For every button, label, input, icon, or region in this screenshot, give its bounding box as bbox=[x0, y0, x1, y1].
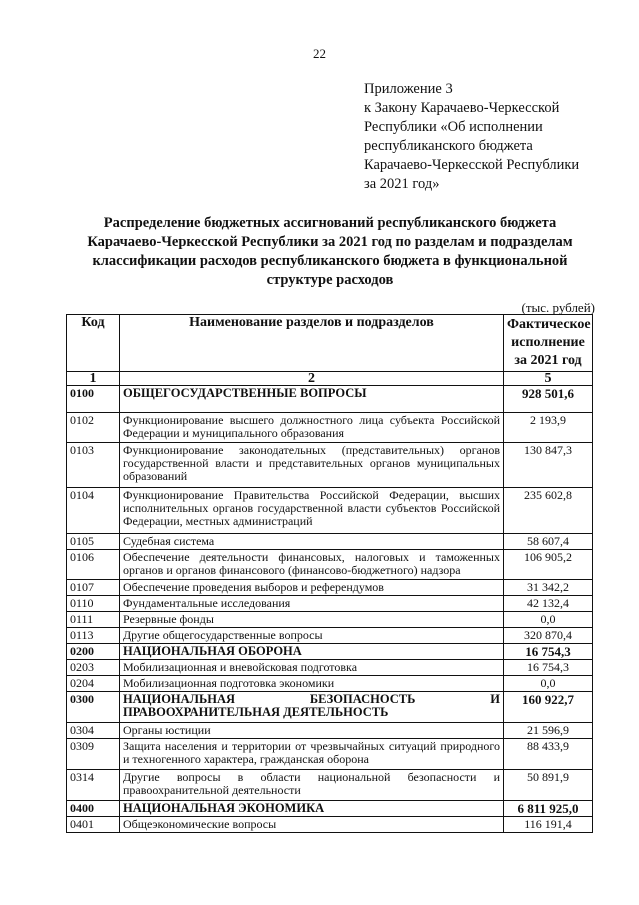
header-value-line: исполнение bbox=[511, 335, 585, 350]
table-row bbox=[67, 817, 593, 833]
title-line: Карачаево-Черкесской Республики за 2021 год по разделам и подразделам bbox=[87, 234, 573, 250]
row-name: Защита населения и территории от чрезвычайных ситуаций природного и техногенного характера, гражданская оборона bbox=[120, 739, 504, 770]
table-row bbox=[67, 628, 593, 644]
header-value bbox=[504, 315, 593, 372]
table-row bbox=[67, 612, 593, 628]
table-row bbox=[67, 770, 593, 801]
row-code: 0103 bbox=[67, 443, 120, 488]
column-number-row bbox=[67, 372, 593, 386]
header-value-line: Фактическое bbox=[507, 317, 591, 332]
row-value: 88 433,9 bbox=[504, 739, 593, 770]
row-code: 0300 bbox=[67, 692, 120, 723]
column-number: 2 bbox=[120, 372, 504, 386]
table-row bbox=[67, 413, 593, 443]
row-name: Функционирование Правительства Российской Федерации, высших исполнительных органов государственной власти субъектов Российской Федерации, местных администраций bbox=[120, 488, 504, 534]
row-value: 235 602,8 bbox=[504, 488, 593, 534]
row-code: 0100 bbox=[67, 386, 120, 413]
appendix-line: за 2021 год» bbox=[364, 176, 440, 192]
row-name: Обеспечение проведения выборов и референдумов bbox=[120, 580, 504, 596]
row-code: 0110 bbox=[67, 596, 120, 612]
row-name: Мобилизационная подготовка экономики bbox=[120, 676, 504, 692]
row-value: 928 501,6 bbox=[504, 386, 593, 413]
row-code: 0200 bbox=[67, 644, 120, 660]
table-row bbox=[67, 739, 593, 770]
title-line: классификации расходов республиканского бюджета в функциональной bbox=[92, 253, 568, 269]
header-code: Код bbox=[67, 315, 120, 372]
row-name: Резервные фонды bbox=[120, 612, 504, 628]
row-name: Другие вопросы в области национальной безопасности и правоохранительной деятельности bbox=[120, 770, 504, 801]
row-value: 106 905,2 bbox=[504, 550, 593, 580]
row-value: 160 922,7 bbox=[504, 692, 593, 723]
table-row bbox=[67, 386, 593, 413]
row-name: Функционирование высшего должностного лица субъекта Российской Федерации и муниципального образования bbox=[120, 413, 504, 443]
row-name-line: НАЦИОНАЛЬНАЯ БЕЗОПАСНОСТЬ И bbox=[123, 692, 500, 706]
appendix-line: республиканского бюджета bbox=[364, 138, 533, 154]
row-name: ОБЩЕГОСУДАРСТВЕННЫЕ ВОПРОСЫ bbox=[120, 386, 504, 413]
row-value: 130 847,3 bbox=[504, 443, 593, 488]
row-name-line: ПРАВООХРАНИТЕЛЬНАЯ ДЕЯТЕЛЬНОСТЬ bbox=[123, 705, 389, 719]
header-value-line: за 2021 год bbox=[514, 353, 582, 368]
appendix-line: Республики «Об исполнении bbox=[364, 119, 543, 135]
row-value: 2 193,9 bbox=[504, 413, 593, 443]
row-code: 0309 bbox=[67, 739, 120, 770]
table-row bbox=[67, 580, 593, 596]
table-row bbox=[67, 660, 593, 676]
row-value: 0,0 bbox=[504, 676, 593, 692]
row-code: 0102 bbox=[67, 413, 120, 443]
table-row bbox=[67, 443, 593, 488]
row-value: 58 607,4 bbox=[504, 534, 593, 550]
table-row bbox=[67, 644, 593, 660]
row-value: 320 870,4 bbox=[504, 628, 593, 644]
table-row bbox=[67, 534, 593, 550]
row-code: 0113 bbox=[67, 628, 120, 644]
units-label: (тыс. рублей) bbox=[521, 300, 595, 315]
row-value: 31 342,2 bbox=[504, 580, 593, 596]
row-code: 0400 bbox=[67, 801, 120, 817]
row-name: Мобилизационная и вневойсковая подготовка bbox=[120, 660, 504, 676]
row-value: 6 811 925,0 bbox=[504, 801, 593, 817]
header-name: Наименование разделов и подразделов bbox=[120, 315, 504, 372]
row-code: 0105 bbox=[67, 534, 120, 550]
row-value: 116 191,4 bbox=[504, 817, 593, 833]
appendix-line: Карачаево-Черкесской Республики bbox=[364, 157, 580, 173]
row-code: 0106 bbox=[67, 550, 120, 580]
table-row bbox=[67, 596, 593, 612]
table-header-row bbox=[67, 315, 593, 372]
row-code: 0304 bbox=[67, 723, 120, 739]
row-value: 16 754,3 bbox=[504, 660, 593, 676]
table-row bbox=[67, 801, 593, 817]
row-value: 50 891,9 bbox=[504, 770, 593, 801]
row-code: 0104 bbox=[67, 488, 120, 534]
table-row bbox=[67, 692, 593, 723]
page-number: 22 bbox=[313, 46, 326, 61]
budget-table bbox=[66, 314, 593, 833]
row-value: 21 596,9 bbox=[504, 723, 593, 739]
table-row bbox=[67, 723, 593, 739]
column-number: 1 bbox=[67, 372, 120, 386]
row-code: 0111 bbox=[67, 612, 120, 628]
row-name: НАЦИОНАЛЬНАЯ ОБОРОНА bbox=[120, 644, 504, 660]
row-code: 0204 bbox=[67, 676, 120, 692]
row-value: 42 132,4 bbox=[504, 596, 593, 612]
row-name: Органы юстиции bbox=[120, 723, 504, 739]
title-line: структуре расходов bbox=[266, 272, 394, 288]
row-code: 0107 bbox=[67, 580, 120, 596]
row-name: Другие общегосударственные вопросы bbox=[120, 628, 504, 644]
table-row bbox=[67, 550, 593, 580]
row-code: 0314 bbox=[67, 770, 120, 801]
row-name bbox=[120, 692, 504, 723]
row-code: 0401 bbox=[67, 817, 120, 833]
appendix-note bbox=[364, 80, 614, 194]
row-code: 0203 bbox=[67, 660, 120, 676]
table-row bbox=[67, 676, 593, 692]
row-name: Функционирование законодательных (представительных) органов государственной власти и представительных органов муниципальных образований bbox=[120, 443, 504, 488]
row-value: 16 754,3 bbox=[504, 644, 593, 660]
row-name: НАЦИОНАЛЬНАЯ ЭКОНОМИКА bbox=[120, 801, 504, 817]
row-name: Судебная система bbox=[120, 534, 504, 550]
column-number: 5 bbox=[504, 372, 593, 386]
row-name: Обеспечение деятельности финансовых, налоговых и таможенных органов и органов финансового (финансово-бюджетного) надзора bbox=[120, 550, 504, 580]
row-name: Фундаментальные исследования bbox=[120, 596, 504, 612]
table-row bbox=[67, 488, 593, 534]
appendix-line: Приложение 3 bbox=[364, 81, 453, 97]
appendix-line: к Закону Карачаево-Черкесской bbox=[364, 100, 560, 116]
title-line: Распределение бюджетных ассигнований республиканского бюджета bbox=[103, 215, 557, 231]
document-title bbox=[60, 214, 600, 290]
row-value: 0,0 bbox=[504, 612, 593, 628]
row-name: Общеэкономические вопросы bbox=[120, 817, 504, 833]
